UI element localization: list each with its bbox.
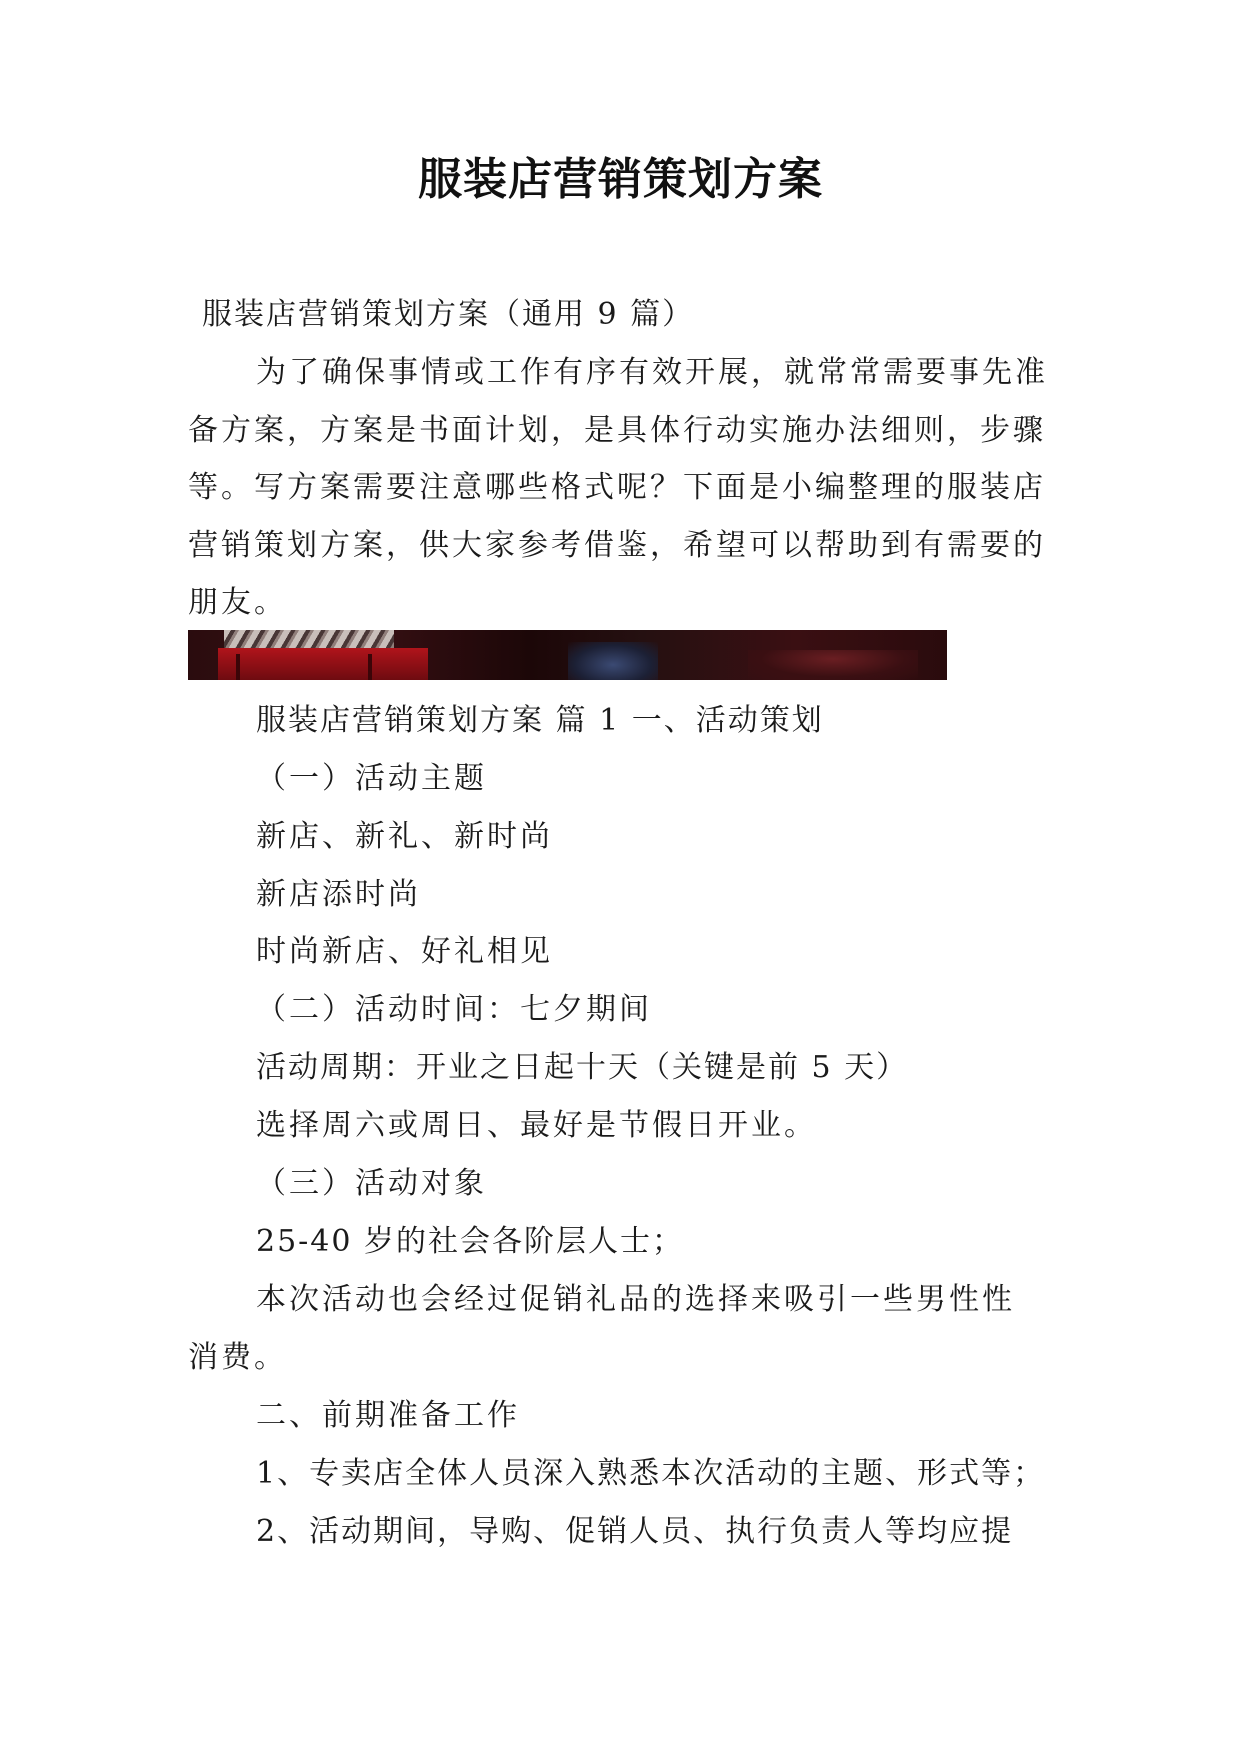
store-photo xyxy=(188,630,947,680)
section-heading-line: 二、前期准备工作 xyxy=(256,1398,520,1433)
body-line: 活动周期：开业之日起十天（关键是前 5 天） xyxy=(256,1050,909,1085)
body-line: 时尚新店、好礼相见 xyxy=(256,934,553,969)
paragraph-line: 等。写方案需要注意哪些格式呢？下面是小编整理的服装店 xyxy=(188,470,1046,505)
document-title: 服装店营销策划方案 xyxy=(418,154,823,205)
blue-light-image xyxy=(568,642,658,680)
list-item: 2、活动期间，导购、促销人员、执行负责人等均应提 xyxy=(256,1514,1014,1549)
body-line: 新店添时尚 xyxy=(256,877,421,912)
heading-theme: （一）活动主题 xyxy=(256,761,487,796)
red-glow-image xyxy=(748,650,918,680)
section-heading-line: 服装店营销策划方案 篇 1 一、活动策划 xyxy=(256,703,824,738)
body-line: 选择周六或周日、最好是节假日开业。 xyxy=(256,1108,817,1143)
heading-time: （二）活动时间：七夕期间 xyxy=(256,992,652,1027)
heading-target: （三）活动对象 xyxy=(256,1166,487,1201)
paragraph-line: 朋友。 xyxy=(188,585,287,620)
paragraph-line: 备方案，方案是书面计划，是具体行动实施办法细则，步骤 xyxy=(188,413,1046,448)
body-line: 消费。 xyxy=(188,1340,287,1375)
body-line: 25-40 岁的社会各阶层人士； xyxy=(256,1224,685,1259)
list-item: 1、专卖店全体人员深入熟悉本次活动的主题、形式等； xyxy=(256,1456,1046,1491)
subtitle-line: 服装店营销策划方案（通用 9 篇） xyxy=(202,297,695,332)
paragraph-line: 营销策划方案，供大家参考借鉴，希望可以帮助到有需要的 xyxy=(188,528,1046,563)
red-display-stand-image xyxy=(218,648,428,680)
body-line: 新店、新礼、新时尚 xyxy=(256,819,553,854)
paragraph-line: 为了确保事情或工作有序有效开展，就常常需要事先准 xyxy=(256,355,1048,390)
body-line: 本次活动也会经过促销礼品的选择来吸引一些男性性 xyxy=(256,1282,1015,1317)
